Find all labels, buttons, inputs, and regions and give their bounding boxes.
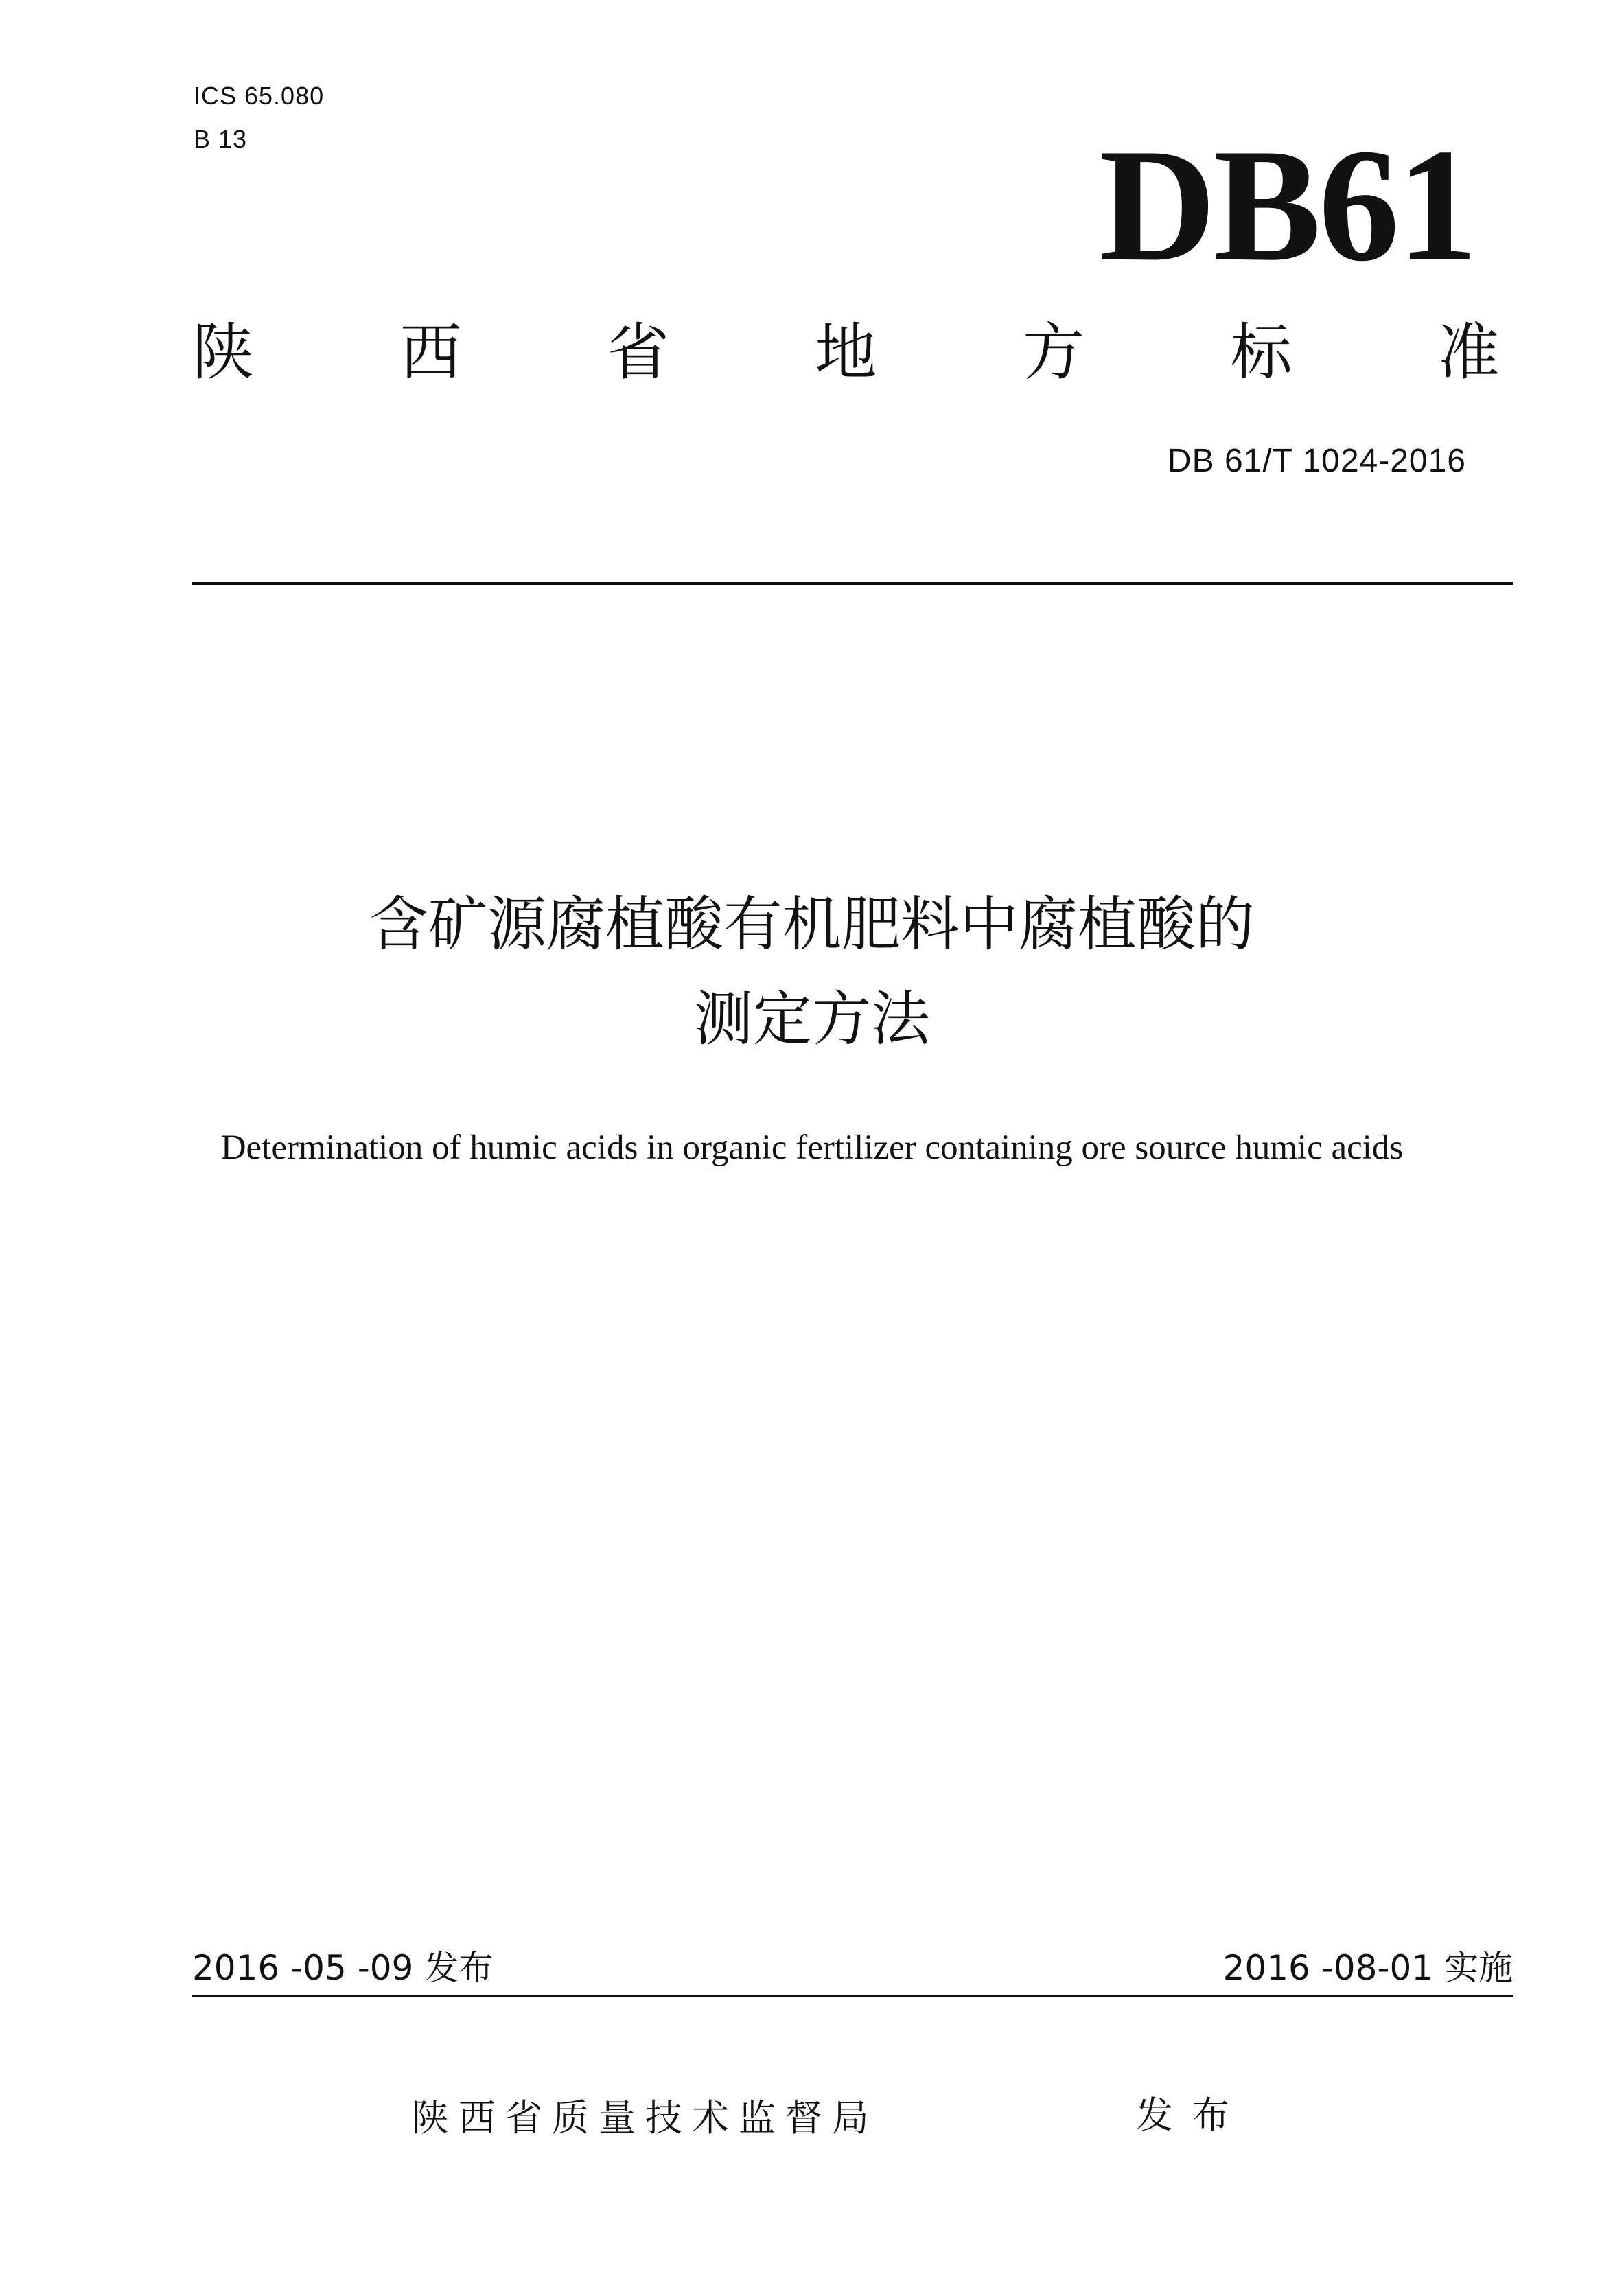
standard-type-char: 西	[399, 316, 462, 389]
issue-date: 2016 -05 -09 发布	[192, 1948, 494, 1988]
title-cn-line2: 测定方法	[694, 985, 930, 1054]
publisher-action: 发布	[1136, 2094, 1249, 2137]
standard-type-char: 标	[1230, 316, 1292, 389]
standard-type-char: 陕	[192, 316, 254, 389]
standard-type-char: 地	[815, 316, 877, 389]
bottom-divider	[192, 1995, 1513, 1997]
ics-code: ICS 65.080	[194, 82, 325, 110]
standard-number: DB 61/T 1024-2016	[1167, 443, 1466, 479]
title-en: Determination of humic acids in organic fertilizer containing ore source humic acids	[220, 1128, 1404, 1167]
standard-type-char: 省	[607, 316, 669, 389]
title-cn-line1: 含矿源腐植酸有机肥料中腐植酸的	[369, 890, 1255, 959]
implementation-date: 2016 -08-01 实施	[1222, 1948, 1513, 1988]
db61-logo: DB61	[1099, 116, 1475, 295]
standard-type-heading	[192, 315, 1500, 391]
publisher-name: 陕西省质量技术监督局	[412, 2096, 879, 2140]
standard-type-char: 方	[1023, 316, 1084, 389]
ccs-code: B 13	[194, 125, 248, 153]
standard-type-char: 准	[1438, 316, 1500, 389]
top-divider	[192, 582, 1513, 585]
